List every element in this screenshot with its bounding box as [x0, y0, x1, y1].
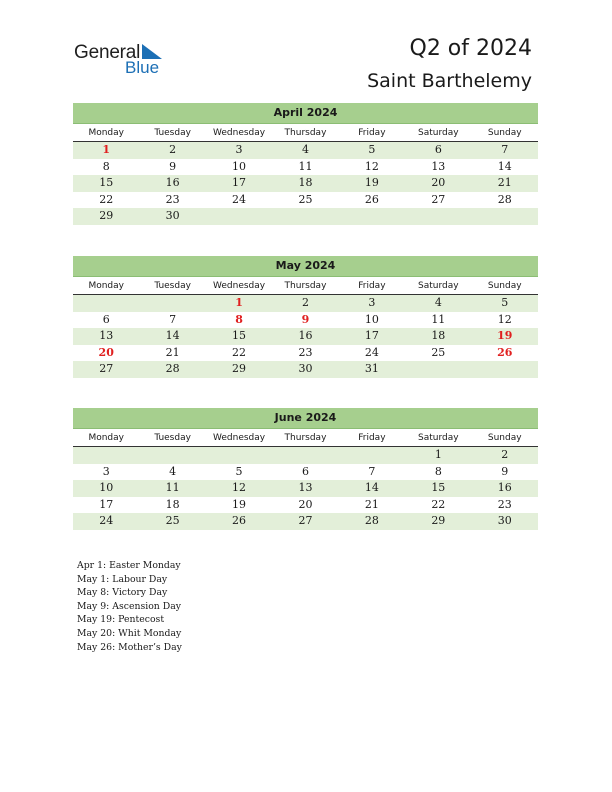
day-cell: 1	[434, 448, 442, 461]
empty-day-cell	[472, 361, 538, 378]
day-cell: 12	[497, 312, 512, 326]
day-cell: 16	[165, 176, 180, 189]
day-cell: 13	[431, 159, 446, 173]
day-cell: 11	[165, 481, 180, 494]
weekday-label: Tuesday	[154, 433, 191, 443]
week-row	[73, 361, 538, 378]
day-cell: 26	[497, 345, 513, 359]
empty-day-cell	[272, 447, 338, 464]
weekday-header-row	[73, 277, 538, 295]
weekday-header-row	[73, 124, 538, 142]
empty-day-cell	[339, 208, 405, 225]
week-row	[73, 142, 538, 159]
week-row	[73, 464, 538, 481]
day-cell: 8	[434, 464, 442, 478]
day-cell: 18	[165, 497, 180, 511]
day-cell: 7	[169, 312, 177, 326]
empty-day-cell	[405, 208, 471, 225]
day-cell: 30	[497, 514, 512, 527]
day-cell: 23	[165, 192, 180, 206]
day-cell: 15	[99, 176, 114, 189]
day-cell: 21	[165, 345, 180, 359]
month-title: June 2024	[73, 408, 538, 429]
day-cell: 11	[298, 159, 313, 173]
week-row	[73, 497, 538, 514]
empty-day-cell	[405, 361, 471, 378]
week-row	[73, 447, 538, 464]
day-cell: 30	[298, 362, 313, 375]
day-cell: 30	[165, 209, 180, 222]
day-cell: 6	[434, 143, 442, 156]
day-cell: 17	[232, 176, 247, 189]
day-cell: 14	[364, 481, 379, 494]
day-cell: 9	[301, 312, 310, 326]
day-cell: 25	[431, 345, 446, 359]
day-cell: 18	[298, 176, 313, 189]
week-row	[73, 312, 538, 329]
day-cell: 31	[364, 362, 379, 375]
weekday-label: Wednesday	[213, 433, 266, 443]
weekday-label: Thursday	[284, 281, 327, 291]
day-cell: 10	[364, 312, 379, 326]
day-cell: 21	[497, 176, 512, 189]
day-cell: 29	[232, 362, 247, 375]
day-cell: 2	[301, 296, 309, 309]
day-cell: 9	[501, 464, 509, 478]
weekday-label: Thursday	[284, 433, 327, 443]
empty-day-cell	[139, 447, 205, 464]
weekday-label: Monday	[88, 281, 124, 291]
holiday-note: Apr 1: Easter Monday	[77, 560, 181, 571]
day-cell: 17	[99, 497, 114, 511]
holiday-note: May 20: Whit Monday	[77, 627, 182, 639]
day-cell: 2	[501, 448, 509, 461]
day-cell: 3	[235, 143, 243, 156]
day-cell: 28	[364, 514, 379, 527]
week-row	[73, 159, 538, 176]
day-cell: 16	[497, 481, 512, 494]
day-cell: 10	[99, 481, 114, 494]
weekday-label: Wednesday	[213, 281, 266, 291]
day-cell: 27	[298, 514, 313, 527]
page-title: Q2 of 2024	[409, 36, 532, 61]
day-cell: 11	[431, 312, 446, 326]
day-cell: 13	[298, 481, 313, 494]
empty-day-cell	[272, 208, 338, 225]
weekday-label: Tuesday	[154, 281, 191, 291]
day-cell: 7	[501, 143, 509, 156]
day-cell: 24	[232, 192, 247, 206]
empty-day-cell	[73, 447, 139, 464]
holiday-notes	[77, 559, 182, 654]
day-cell: 24	[99, 514, 114, 527]
week-row	[73, 192, 538, 209]
day-cell: 25	[165, 514, 180, 527]
day-cell: 13	[99, 329, 114, 342]
day-cell: 3	[368, 296, 376, 309]
week-row	[73, 175, 538, 192]
day-cell: 27	[99, 362, 114, 375]
day-cell: 20	[298, 497, 313, 511]
weekday-label: Saturday	[418, 281, 459, 291]
day-cell: 1	[235, 296, 243, 309]
day-cell: 23	[298, 345, 313, 359]
month-title: May 2024	[73, 256, 538, 277]
day-cell: 5	[368, 143, 376, 156]
day-cell: 29	[99, 209, 114, 222]
day-cell: 3	[102, 464, 110, 478]
day-cell: 10	[232, 159, 247, 173]
empty-day-cell	[73, 295, 139, 312]
weekday-label: Friday	[358, 128, 386, 138]
week-row	[73, 480, 538, 497]
day-cell: 5	[235, 464, 243, 478]
day-cell: 14	[497, 159, 512, 173]
week-row	[73, 328, 538, 345]
day-cell: 21	[364, 497, 379, 511]
day-cell: 8	[102, 159, 110, 173]
empty-day-cell	[339, 447, 405, 464]
day-cell: 8	[235, 312, 243, 326]
page-subtitle: Saint Barthelemy	[367, 70, 532, 92]
weekday-label: Monday	[88, 128, 124, 138]
weekday-label: Sunday	[487, 128, 522, 138]
generalblue-logo	[74, 42, 184, 82]
day-cell: 9	[169, 159, 177, 173]
weekday-label: Sunday	[487, 281, 522, 291]
day-cell: 4	[434, 296, 442, 309]
empty-day-cell	[139, 295, 205, 312]
day-cell: 19	[364, 176, 379, 189]
weekday-label: Sunday	[487, 433, 522, 443]
weekday-label: Saturday	[418, 128, 459, 138]
day-cell: 12	[232, 481, 247, 494]
day-cell: 27	[431, 192, 446, 206]
day-cell: 20	[98, 345, 114, 359]
day-cell: 16	[298, 329, 313, 342]
week-row	[73, 208, 538, 225]
day-cell: 24	[364, 345, 379, 359]
day-cell: 2	[169, 143, 177, 156]
week-row	[73, 345, 538, 362]
empty-day-cell	[472, 208, 538, 225]
month-calendar-june	[73, 408, 538, 530]
day-cell: 19	[497, 329, 513, 342]
day-cell: 20	[431, 176, 446, 189]
weekday-label: Tuesday	[154, 128, 191, 138]
day-cell: 22	[99, 192, 114, 206]
day-cell: 6	[301, 464, 309, 478]
weekday-label: Thursday	[284, 128, 327, 138]
day-cell: 22	[431, 497, 446, 511]
weekday-label: Monday	[88, 433, 124, 443]
weekday-header-row	[73, 429, 538, 447]
day-cell: 17	[364, 329, 379, 342]
day-cell: 28	[165, 362, 180, 375]
month-calendar-may	[73, 256, 538, 378]
day-cell: 19	[232, 497, 247, 511]
day-cell: 22	[232, 345, 247, 359]
weekday-label: Wednesday	[213, 128, 266, 138]
day-cell: 26	[232, 514, 247, 527]
day-cell: 1	[102, 143, 111, 156]
day-cell: 23	[497, 497, 512, 511]
weekday-label: Friday	[358, 433, 386, 443]
day-cell: 15	[232, 329, 247, 342]
day-cell: 7	[368, 464, 376, 478]
weekday-label: Friday	[358, 281, 386, 291]
day-cell: 18	[431, 329, 446, 342]
day-cell: 15	[431, 481, 446, 494]
day-cell: 6	[102, 312, 110, 326]
day-cell: 12	[364, 159, 379, 173]
day-cell: 5	[501, 296, 509, 309]
day-cell: 14	[165, 329, 180, 342]
holiday-note: May 19: Pentecost	[77, 614, 165, 626]
day-cell: 29	[431, 514, 446, 527]
holiday-note: May 9: Ascension Day	[77, 600, 181, 612]
day-cell: 26	[364, 192, 379, 206]
weekday-label: Saturday	[418, 433, 459, 443]
holiday-note: May 26: Mother’s Day	[77, 641, 182, 653]
logo-word-blue: Blue	[125, 58, 160, 77]
week-row	[73, 295, 538, 312]
month-title: April 2024	[73, 103, 538, 124]
day-cell: 25	[298, 192, 313, 206]
week-row	[73, 513, 538, 530]
holiday-note: May 8: Victory Day	[77, 587, 168, 599]
logo-word-general: General	[74, 42, 141, 63]
day-cell: 4	[169, 464, 177, 478]
day-cell: 4	[301, 143, 309, 156]
month-calendar-april	[73, 103, 538, 225]
holiday-note: May 1: Labour Day	[77, 573, 168, 585]
empty-day-cell	[206, 447, 272, 464]
day-cell: 28	[497, 192, 512, 206]
empty-day-cell	[206, 208, 272, 225]
